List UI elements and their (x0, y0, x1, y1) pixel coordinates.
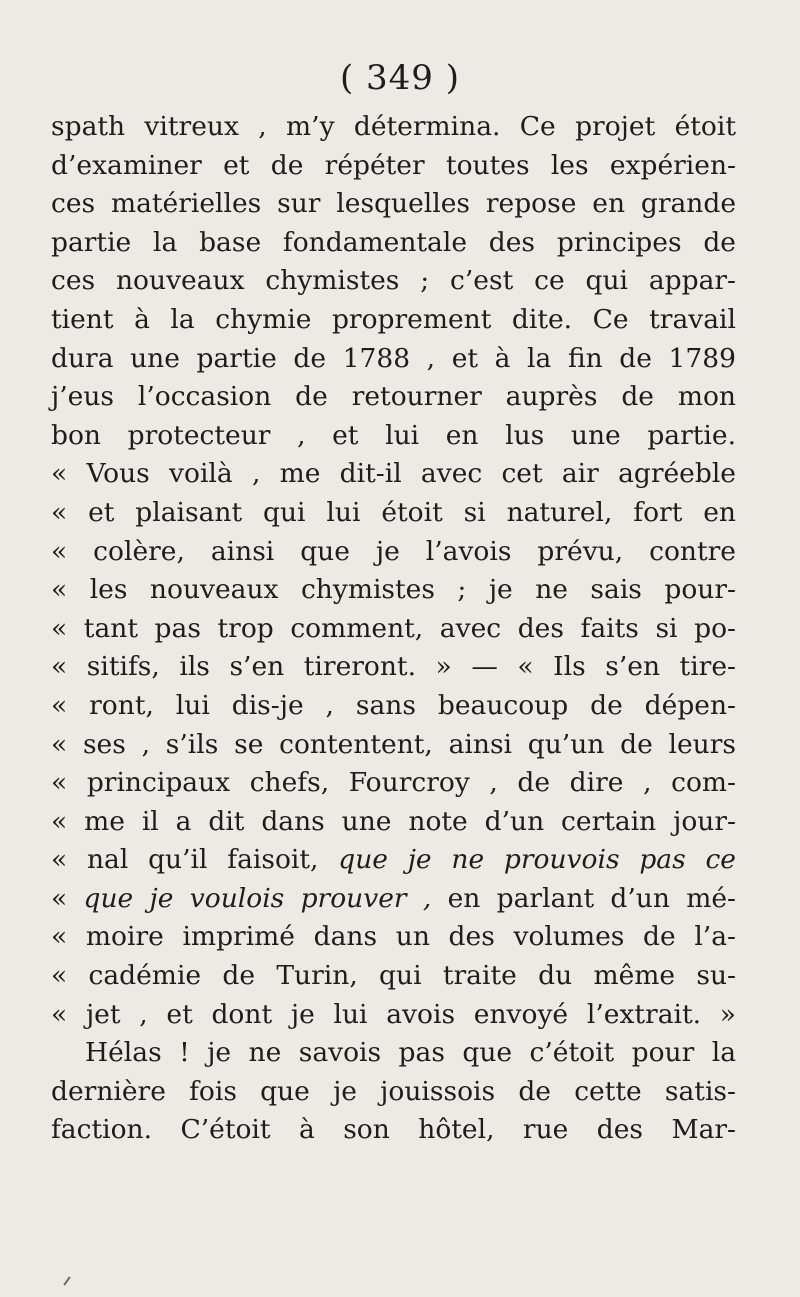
text-line: spath vitreux , m’y détermina. Ce projet étoit (51, 111, 736, 142)
quote-line: « principaux chefs, Fourcroy , de dire , com- (51, 767, 736, 799)
quote-line: « ront, lui dis-je , sans beaucoup de dépen- (51, 689, 736, 721)
body-text (51, 108, 736, 1150)
text-line: bon protecteur , et lui en lus une partie. (51, 419, 736, 451)
line-roman-text: « (51, 882, 84, 914)
text-line: ces matérielles sur lesquelles repose en grande (51, 188, 736, 220)
quote-line (51, 880, 736, 919)
quote-line: « et plaisant qui lui étoit si naturel, fort en (51, 496, 736, 528)
text-line: ces nouveaux chymistes ; c’est ce qui appar- (51, 265, 736, 297)
quote-line: « Vous voilà , me dit-il avec cet air agréeble (51, 458, 736, 490)
quote-line: « me il a dit dans une note d’un certain jour- (51, 805, 736, 837)
quote-line: « les nouveaux chymistes ; je ne sais pour- (51, 574, 736, 606)
quote-line (51, 841, 736, 880)
quote-line: « jet , et dont je lui avois envoyé l’extrait. » (51, 998, 736, 1030)
quote-line: « sitifs, ils s’en tireront. » — « Ils s’en tire- (51, 651, 736, 683)
line-roman-text: en parlant d’un mé- (431, 882, 737, 914)
quote-line: « ses , s’ils se contentent, ainsi qu’un de leurs (51, 728, 736, 760)
text-line: Hélas ! je ne savois pas que c’étoit pour la (85, 1037, 736, 1069)
text-line: dernière fois que je jouissois de cette satis- (51, 1075, 736, 1107)
text-line: d’examiner et de répéter toutes les expérien- (51, 149, 736, 181)
italic-phrase: que je voulois prouver , (83, 882, 432, 914)
text-line: tient à la chymie proprement dite. Ce travail (51, 303, 736, 335)
text-line: partie la base fondamentale des principes de (51, 226, 736, 258)
line-roman-text: « nal qu’il faisoit, (51, 844, 339, 876)
italic-phrase: que je ne prouvois pas ce (338, 844, 736, 876)
text-line: j’eus l’occasion de retourner auprès de mon (51, 381, 736, 413)
stray-ink-mark (63, 1276, 70, 1285)
text-line: faction. C’étoit à son hôtel, rue des Mar- (51, 1114, 736, 1146)
page-number: ( 349 ) (339, 58, 461, 98)
quote-line: « colère, ainsi que je l’avois prévu, contre (51, 535, 736, 567)
quote-line: « cadémie de Turin, qui traite du même su- (51, 960, 736, 992)
quote-line: « tant pas trop comment, avec des faits si po- (51, 612, 736, 644)
text-line: dura une partie de 1788 , et à la fin de 1789 (51, 342, 736, 374)
quote-line: « moire imprimé dans un des volumes de l’a- (51, 921, 736, 953)
